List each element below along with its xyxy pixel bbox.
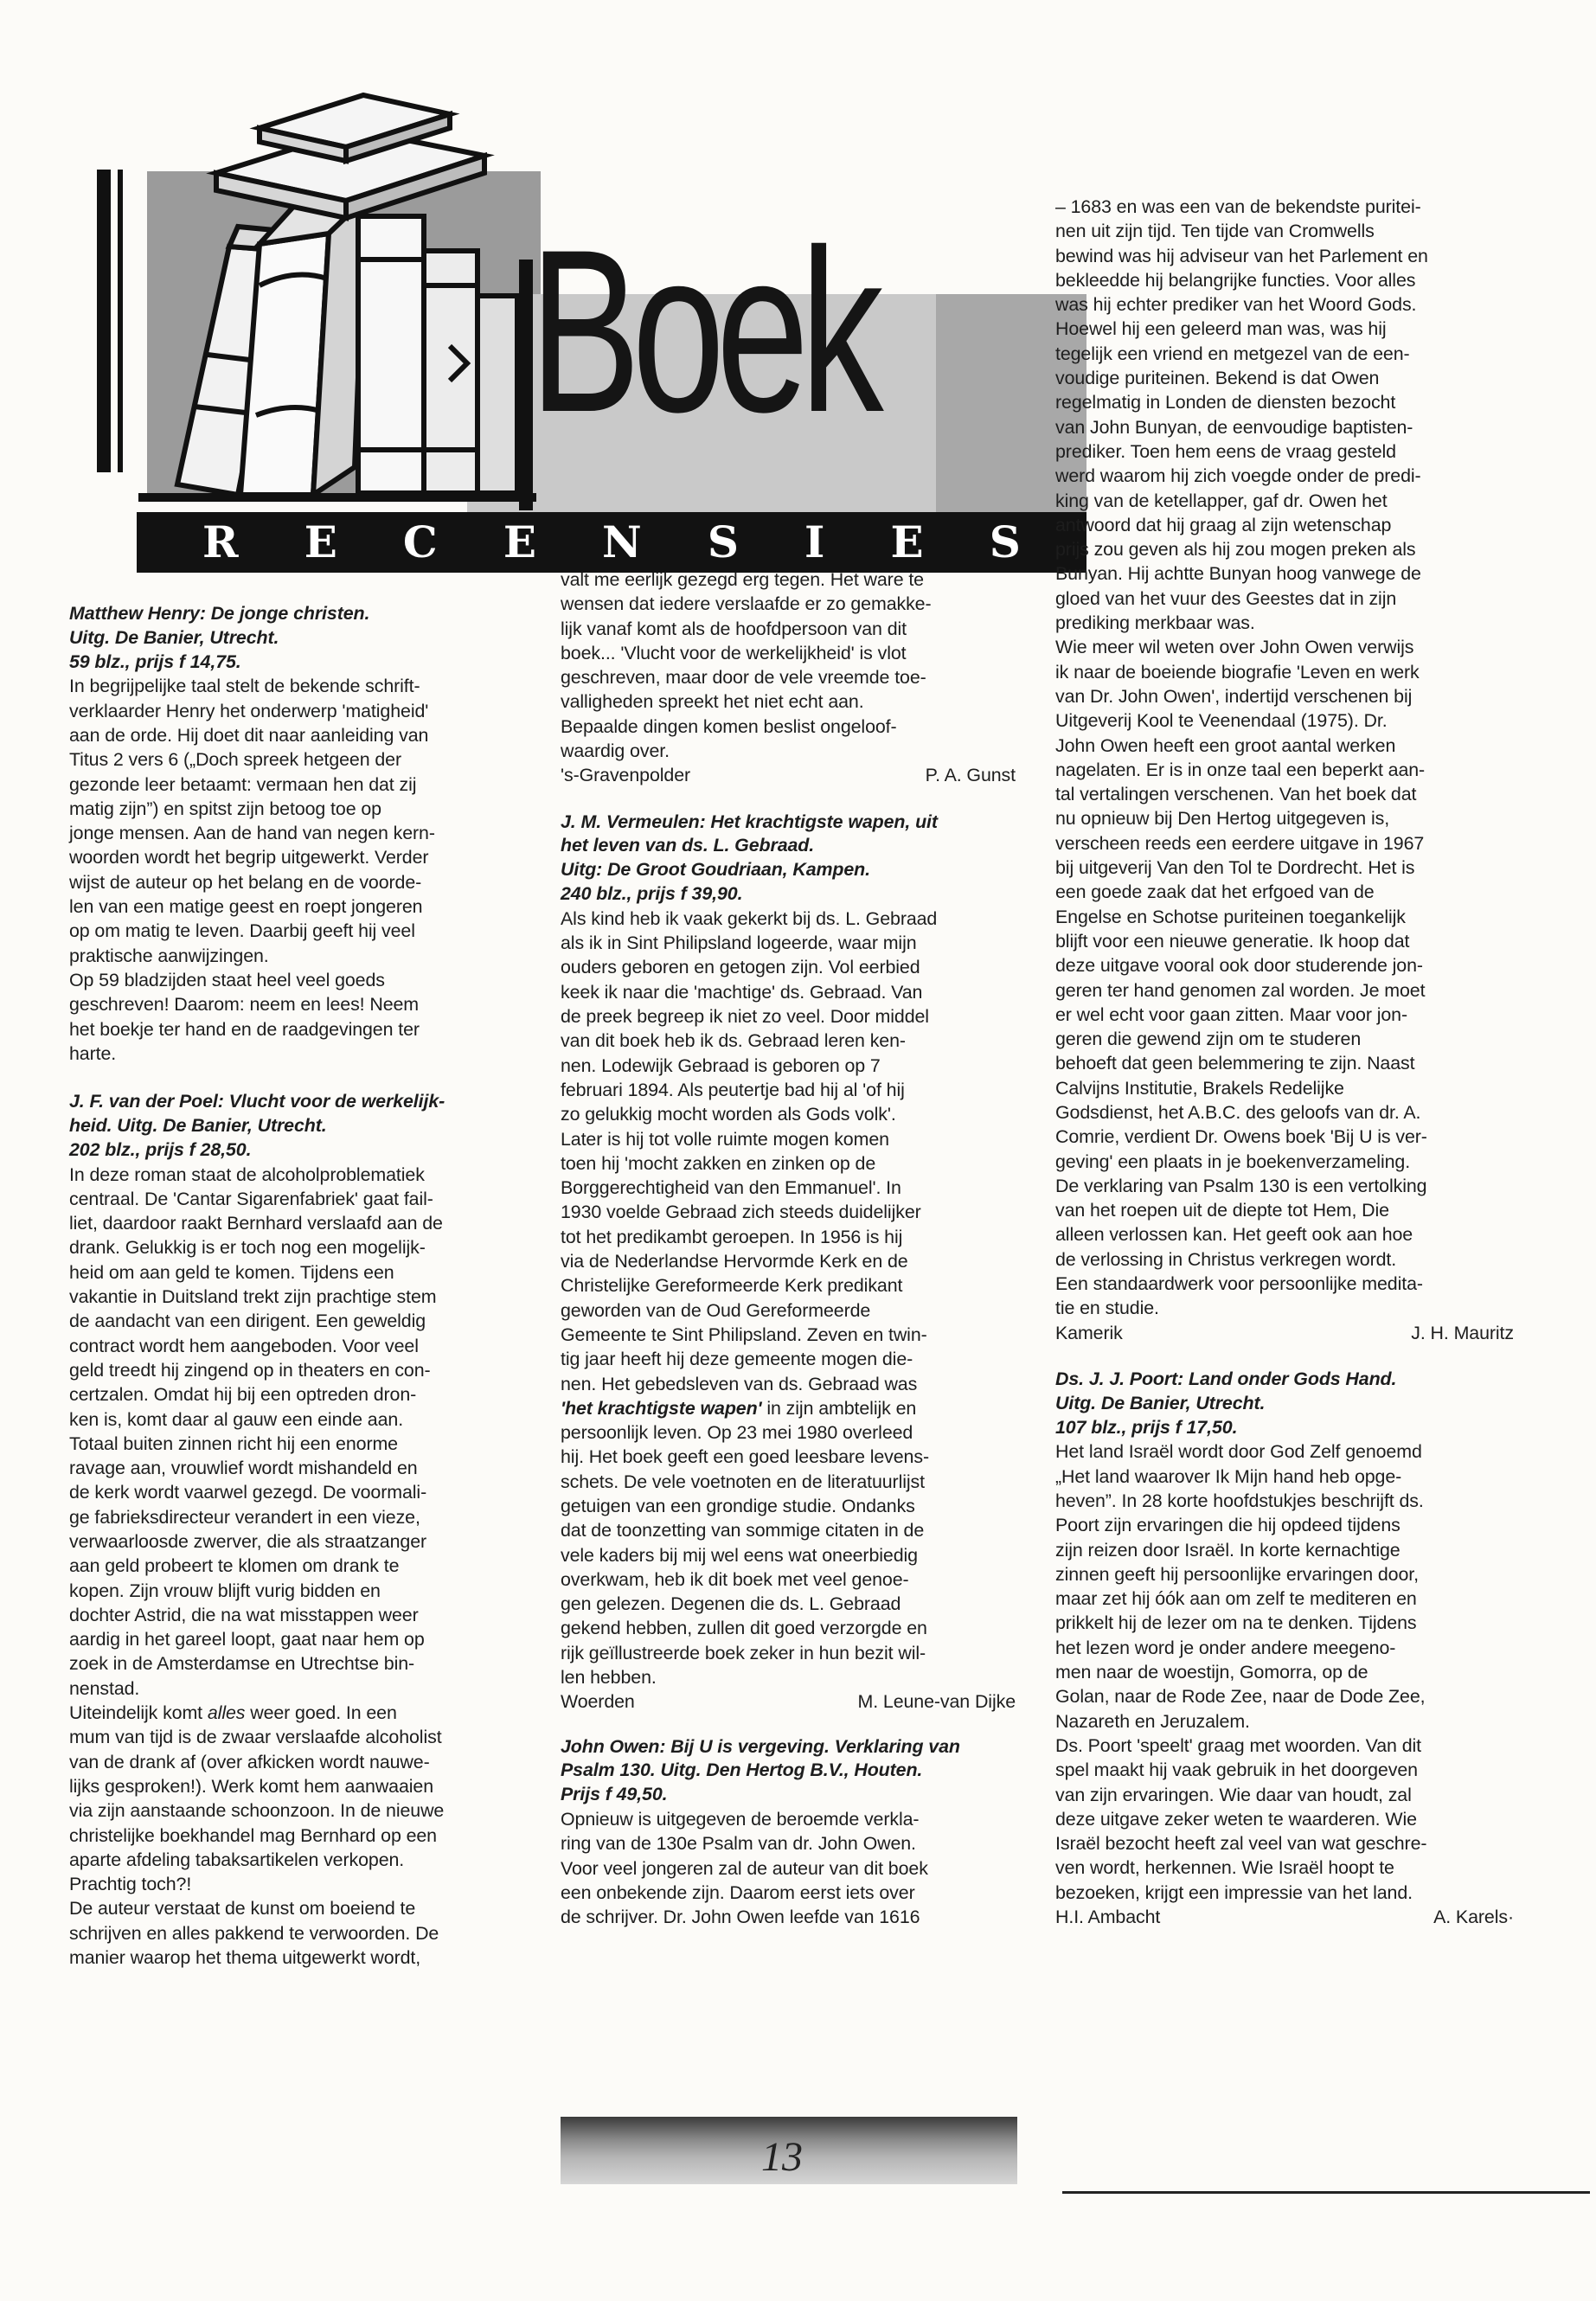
body-line: Uitgeverij Kool te Veenendaal (1975). Dr. <box>1055 710 1388 732</box>
body-line: gloed van het vuur des Geestes dat in zijn <box>1055 587 1397 609</box>
body-line: harte. <box>69 1042 117 1064</box>
body-line: aardig in het gareel loopt, gaat naar hem op <box>69 1629 425 1650</box>
body-line: als ik in Sint Philipsland logeerde, waar mijn <box>561 933 917 954</box>
body-line: ken is, komt daar al gauw een einde aan. <box>69 1408 404 1430</box>
heading-line: het leven van ds. L. Gebraad. <box>561 835 815 856</box>
emphasis: 'het krachtigste wapen' <box>561 1397 762 1419</box>
heading-line: 202 blz., prijs f 28,50. <box>69 1138 252 1160</box>
body-line: Ds. Poort 'speelt' graag met woorden. Van dit <box>1055 1734 1421 1756</box>
body-line: centraal. De 'Cantar Sigarenfabriek' gaat fail- <box>69 1188 433 1209</box>
review-vermeulen <box>561 811 1016 1715</box>
body-line: woorden wordt het begrip uitgewerkt. Verder <box>69 847 429 868</box>
body-line: tegelijk een vriend en metgezel van de een- <box>1055 343 1410 364</box>
body-line: van het roepen uit de diepte tot Hem, Die <box>1055 1200 1389 1221</box>
body-line: Poort zijn ervaringen die hij opdeed tijdens <box>1055 1515 1401 1536</box>
body-line: Christelijke Gereformeerde Kerk predikant <box>561 1275 903 1297</box>
body-line: Bepaalde dingen komen beslist ongeloof- <box>561 715 897 737</box>
banner-letter: R <box>202 516 239 567</box>
body-line: Hoewel hij een geleerd man was, was hij <box>1055 318 1387 340</box>
body-line: bezoeken, krijgt een impressie van het land. <box>1055 1881 1413 1903</box>
review-body <box>561 1420 1016 1689</box>
review-body <box>561 907 1016 1396</box>
body-line: van de drank af (over afkicken wordt nauwe- <box>69 1751 430 1772</box>
body-line: geschreven! Daarom: neem en lees! Neem <box>69 994 420 1016</box>
body-line: zo gelukkig mocht worden als Gods volk'. <box>561 1104 896 1125</box>
body-line: In deze roman staat de alcoholproblematiek <box>69 1163 425 1185</box>
body-line: prikkelt hij de lezer om na te denken. Tijdens <box>1055 1612 1417 1634</box>
body-line: certzalen. Omdat hij bij een optreden dron- <box>69 1384 417 1406</box>
column-left <box>69 602 526 1994</box>
banner-letter: S <box>989 516 1021 567</box>
body-line: Golan, naar de Rode Zee, naar de Dode Zee, <box>1055 1686 1426 1708</box>
body-line: Gemeente te Sint Philipsland. Zeven en twin- <box>561 1324 927 1345</box>
body-line: Op 59 bladzijden staat heel veel goeds <box>69 969 385 990</box>
body-line: nen. Lodewijk Gebraad is geboren op 7 <box>561 1054 881 1076</box>
review-body <box>1055 1439 1514 1905</box>
footer-rule <box>1062 2191 1590 2194</box>
body-line: Calvijns Institutie, Brakels Redelijke <box>1055 1077 1344 1099</box>
body-line: king van de ketellapper, gaf dr. Owen het <box>1055 490 1388 511</box>
body-line: bewind was hij adviseur van het Parlement en <box>1055 245 1428 266</box>
heading-line: Uitg. De Banier, Utrecht. <box>1055 1392 1266 1413</box>
body-line: rijk geïllustreerde boek zeker in hun bezit wil- <box>561 1642 926 1663</box>
body-line: de verlossing in Christus verkregen wordt. <box>1055 1248 1397 1270</box>
body-line: schets. De vele voetnoten en de literatuurlijst <box>561 1471 925 1492</box>
body-line: verwaarloosde zwerver, die als straatzanger <box>69 1530 427 1552</box>
body-line: drank. Gelukkig is er toch nog een mogelijk- <box>69 1237 426 1259</box>
body-line: gekend hebben, zullen dit goed verzorgde en <box>561 1618 927 1639</box>
body-line: maar zet hij óók aan om zelf te mediteren en <box>1055 1588 1417 1610</box>
body-line: aan geld probeert te klomen om drank te <box>69 1555 400 1577</box>
body-line: van John Bunyan, de eenvoudige baptisten- <box>1055 416 1413 438</box>
review-body <box>69 674 526 1066</box>
body-line: schrijven en alles pakkend te verwoorden. De <box>69 1922 439 1944</box>
body-line: Comrie, verdient Dr. Owens boek 'Bij U is ver- <box>1055 1126 1427 1148</box>
body-line: nen. Het gebedsleven van ds. Gebraad was <box>561 1373 918 1394</box>
body-line: men naar de woestijn, Gomorra, op de <box>1055 1662 1368 1683</box>
body-line: geschreven, maar door de vele vreemde toe- <box>561 667 926 689</box>
review-body <box>561 1807 1016 1929</box>
review-signature <box>561 1689 1016 1714</box>
body-line: geren ter hand genomen zal worden. Je moet <box>1055 979 1426 1001</box>
body-line: getuigen van een grondige studie. Ondanks <box>561 1495 915 1516</box>
recensies-banner <box>137 512 1086 573</box>
heading-line: 240 blz., prijs f 39,90. <box>561 883 743 905</box>
body-line: Het land Israël wordt door God Zelf genoemd <box>1055 1441 1422 1463</box>
body-line: blijft voor een nieuwe generatie. Ik hoop dat <box>1055 930 1410 952</box>
body-line: tig jaar heeft hij deze gemeente mogen die- <box>561 1349 913 1370</box>
body-line: geving' een plaats in je boekenverzameling. <box>1055 1150 1411 1172</box>
body-line: Opnieuw is uitgegeven de beroemde verkla- <box>561 1809 920 1830</box>
body-line: manier waarop het thema uitgewerkt wordt, <box>69 1947 421 1969</box>
banner-letter: C <box>402 516 438 567</box>
heading-line: Prijs f 49,50. <box>561 1784 668 1805</box>
body-line <box>561 1396 1016 1420</box>
body-line: vakantie in Duitsland trekt zijn prachtige stem <box>69 1286 437 1308</box>
body-line: Bunyan. Hij achtte Bunyan hoog vanwege de <box>1055 563 1421 585</box>
review-body <box>1055 195 1514 1321</box>
body-line: was hij echter prediker van het Woord Gods. <box>1055 294 1417 316</box>
body-line: geren die gewend zijn om te studeren <box>1055 1029 1362 1050</box>
body-line: de kerk wordt vaarwel gezegd. De voormali- <box>69 1482 427 1503</box>
reviewer-name: A. Karels· <box>1433 1906 1514 1927</box>
body-line: Totaal buiten zinnen richt hij een enorme <box>69 1433 398 1454</box>
body-line: valt me eerlijk gezegd erg tegen. Het ware te <box>561 569 924 590</box>
heading-line: 59 blz., prijs f 14,75. <box>69 651 241 672</box>
body-line: ge fabrieksdirecteur verandert in een vieze, <box>69 1506 420 1528</box>
review-owen-continued <box>1055 195 1514 1345</box>
body-line: prijs zou geven als hij zou mogen preken als <box>1055 539 1416 561</box>
heading-line: John Owen: Bij U is vergeving. Verklaring van <box>561 1735 960 1757</box>
body-line: gen gelezen. Degenen die ds. L. Gebraad <box>561 1593 901 1615</box>
body-line: een onbekende zijn. Daarom eerst iets over <box>561 1881 915 1903</box>
banner-letter: E <box>503 516 536 567</box>
body-line: geld treedt hij zingend op in theaters en con- <box>69 1359 431 1381</box>
body-line: liet, daardoor raakt Bernhard verslaafd aan de <box>69 1213 443 1234</box>
body-line: via de Nederlandse Hervormde Kerk en de <box>561 1251 908 1272</box>
heading-line: Ds. J. J. Poort: Land onder Gods Hand. <box>1055 1368 1397 1389</box>
body-line: 1930 voelde Gebraad zich steeds duidelijker <box>561 1202 921 1223</box>
body-line: februari 1894. Als peutertje bad hij al 'of hij <box>561 1079 905 1100</box>
body-line: bij uitgeverij Van den Tol te Dordrecht. Het is <box>1055 857 1415 879</box>
body-line: ring van de 130e Psalm van dr. John Owen. <box>561 1833 916 1855</box>
body-line: van zijn ervaringen. Wie daar van houdt, zal <box>1055 1784 1412 1805</box>
body-line: de schrijver. Dr. John Owen leefde van 1616 <box>561 1907 920 1928</box>
body-line: de preek begreep ik niet zo veel. Door middel <box>561 1006 929 1028</box>
body-line: bekleedde hij belangrijke functies. Voor alles <box>1055 269 1416 291</box>
body-line: zijn reizen door Israël. In korte kernachtige <box>1055 1539 1401 1561</box>
body-line: op om matig te leven. Daarbij geeft hij veel <box>69 920 415 942</box>
body-line: heid om aan geld te komen. Tijdens een <box>69 1261 394 1283</box>
body-line: het lezen word je onder andere meegeno- <box>1055 1637 1396 1658</box>
banner-letter: E <box>890 516 924 567</box>
body-line: dochter Astrid, die na wat misstappen weer <box>69 1604 419 1625</box>
body-line: er wel echt voor gaan zitten. Maar voor jon- <box>1055 1003 1407 1025</box>
body-line: len hebben. <box>561 1667 657 1689</box>
review-heading <box>561 811 1016 907</box>
review-owen <box>561 1735 1016 1930</box>
body-line: waardig over. <box>561 740 670 762</box>
body-line: toen hij 'mocht zakken en zinken op de <box>561 1152 876 1174</box>
body-line: zinnen geeft hij persoonlijke ervaringen door, <box>1055 1563 1419 1585</box>
body-line: Wie meer wil weten over John Owen verwijs <box>1055 637 1414 658</box>
body-line: tot het predikambt geroepen. In 1956 is hij <box>561 1226 903 1247</box>
review-body <box>561 567 1016 763</box>
review-signature <box>1055 1321 1514 1345</box>
header-left-bar <box>97 170 111 472</box>
body-line: werd waarom hij zich voegde onder de predi- <box>1055 465 1421 487</box>
section-title: Boek <box>529 201 875 460</box>
body-line: Israël bezocht heeft zal veel van wat geschre- <box>1055 1833 1427 1855</box>
body-line: valligheden spreekt het niet echt aan. <box>561 691 864 713</box>
heading-line: J. F. van der Poel: Vlucht voor de werkelijk- <box>69 1091 445 1112</box>
body-line: Titus 2 vers 6 („Doch spreek hetgeen der <box>69 749 401 771</box>
body-line: De auteur verstaat de kunst om boeiend te <box>69 1898 416 1920</box>
body-line: prediker. Toen hem eens de vraag gesteld <box>1055 440 1396 462</box>
body-line: Prachtig toch?! <box>69 1874 192 1895</box>
body-line: regelmatig in Londen de diensten bezocht <box>1055 392 1396 413</box>
body-line: verscheen reeds een eerdere uitgave in 1967 <box>1055 832 1425 854</box>
body-line: ven wordt, herkennen. Wie Israël hoopt te <box>1055 1857 1394 1879</box>
reviewer-place: Kamerik <box>1055 1322 1123 1343</box>
body-line: Engelse en Schotse puriteinen toegankelijk <box>1055 906 1406 927</box>
body-line: antwoord dat hij graag al zijn wetenschap <box>1055 514 1392 535</box>
reviewer-place: H.I. Ambacht <box>1055 1906 1161 1927</box>
body-line: van Dr. John Owen', indertijd verschenen bij <box>1055 685 1413 707</box>
body-line: gezonde leer betaamt: vermaan hen dat zij <box>69 773 417 795</box>
body-line: via zijn aanstaande schoonzoon. In de nieuwe <box>69 1800 445 1822</box>
reviewer-place: 's-Gravenpolder <box>561 765 691 786</box>
body-line: persoonlijk leven. Op 23 mei 1980 overleed <box>561 1422 913 1444</box>
body-line: – 1683 en was een van de bekendste puritei- <box>1055 196 1421 217</box>
body-line <box>69 1701 526 1725</box>
review-body <box>69 1725 526 1970</box>
body-line: vele kaders bij mij wel eens wat oneerbiedig <box>561 1544 918 1566</box>
review-body <box>69 1163 526 1702</box>
body-line: aan de orde. Hij doet dit naar aanleiding van <box>69 724 429 746</box>
review-heading <box>69 602 526 674</box>
body-line: lijk vanaf komt als de hoofdpersoon van dit <box>561 618 907 639</box>
body-line: tie en studie. <box>1055 1298 1159 1319</box>
body-line: contract wordt hem aangeboden. Voor veel <box>69 1335 419 1356</box>
shelf-line <box>138 493 536 502</box>
body-line: hij. Het boek geeft een goed leesbare levens- <box>561 1446 929 1468</box>
text-run: Uiteindelijk komt <box>69 1702 208 1724</box>
body-line: In begrijpelijke taal stelt de bekende schrift- <box>69 676 420 697</box>
body-line: praktische aanwijzingen. <box>69 945 269 966</box>
body-line: ik naar de boeiende biografie 'Leven en werk <box>1055 661 1420 683</box>
body-line: Later is hij tot volle ruimte mogen komen <box>561 1128 889 1150</box>
reviewer-place: Woerden <box>561 1691 635 1713</box>
heading-line: 107 blz., prijs f 17,50. <box>1055 1416 1238 1438</box>
body-line: boek... 'Vlucht voor de werkelijkheid' is vlot <box>561 642 907 663</box>
review-signature <box>1055 1905 1514 1929</box>
review-van-der-poel <box>69 1090 526 1970</box>
heading-line: Psalm 130. Uitg. Den Hertog B.V., Houten. <box>561 1759 923 1781</box>
body-line: prediking merkbaar was. <box>1055 612 1255 634</box>
heading-line: Uitg. De Banier, Utrecht. <box>69 626 279 648</box>
body-line: overkwam, heb ik dit boek met veel genoe- <box>561 1568 909 1590</box>
book-tall-icon <box>240 199 365 495</box>
page-number: 13 <box>761 2134 803 2180</box>
banner-letter: N <box>602 516 642 567</box>
column-middle <box>561 567 1016 1954</box>
emphasis: alles <box>207 1702 246 1724</box>
body-line: nu opnieuw bij Den Hertog uitgegeven is, <box>1055 808 1390 830</box>
review-heading <box>561 1735 1016 1807</box>
column-right <box>1055 195 1514 1953</box>
body-line: van dit boek heb ik ds. Gebraad leren ken- <box>561 1030 906 1052</box>
body-line: aparte afdeling tabaksartikelen verkopen. <box>69 1849 405 1870</box>
body-line: nen uit zijn tijd. Ten tijde van Cromwells <box>1055 221 1375 242</box>
body-line: deze uitgave zeker weten te waarderen. Wie <box>1055 1808 1417 1830</box>
review-heading <box>69 1090 526 1162</box>
body-line: Voor veel jongeren zal de auteur van dit boek <box>561 1857 928 1879</box>
reviewer-name: J. H. Mauritz <box>1411 1322 1514 1343</box>
review-poort <box>1055 1368 1514 1929</box>
body-line: matig zijn”) en spitst zijn betoog toe op <box>69 798 381 819</box>
body-line: christelijke boekhandel mag Bernhard op een <box>69 1824 437 1846</box>
review-signature <box>561 763 1016 787</box>
body-line: spel maakt hij vaak gebruik in het doorgeven <box>1055 1759 1418 1781</box>
banner-letter: S <box>707 516 739 567</box>
heading-line: J. M. Vermeulen: Het krachtigste wapen, uit <box>561 811 938 832</box>
body-line: John Owen heeft een groot aantal werken <box>1055 734 1396 756</box>
heading-line: Uitg: De Groot Goudriaan, Kampen. <box>561 859 870 881</box>
body-line: Borggerechtigheid van den Emmanuel'. In <box>561 1177 901 1199</box>
body-line: dat de toonzetting van sommige citaten in de <box>561 1520 925 1541</box>
body-line: zoek in de Amsterdamse en Utrechtse bin- <box>69 1653 415 1675</box>
reviewer-name: M. Leune-van Dijke <box>857 1691 1016 1713</box>
body-line: wensen dat iedere verslaafde er zo gemakke- <box>561 593 932 615</box>
body-line: „Het land waarover Ik Mijn hand heb opge- <box>1055 1465 1402 1487</box>
reviewer-name: P. A. Gunst <box>925 765 1016 786</box>
body-line: lijks gesproken!). Werk komt hem aanwaaien <box>69 1775 434 1797</box>
body-line: De verklaring van Psalm 130 is een vertolking <box>1055 1175 1427 1196</box>
body-line: behoeft dat geen belemmering te zijn. Naast <box>1055 1053 1415 1074</box>
body-line: Godsdienst, het A.B.C. des geloofs van dr. A. <box>1055 1101 1421 1123</box>
heading-line: heid. Uitg. De Banier, Utrecht. <box>69 1114 327 1136</box>
banner-letter: I <box>804 516 825 567</box>
body-line: jonge mensen. Aan de hand van negen kern- <box>69 823 435 844</box>
header-left-bar-thin <box>118 170 123 472</box>
text-run: in zijn ambtelijk en <box>761 1397 917 1419</box>
text-run: weer goed. In een <box>245 1702 397 1724</box>
heading-line: Matthew Henry: De jonge christen. <box>69 603 370 624</box>
body-line: het boekje ter hand en de raadgevingen ter <box>69 1018 420 1040</box>
body-line: Een standaardwerk voor persoonlijke medita- <box>1055 1273 1423 1295</box>
review-henry <box>69 602 526 1066</box>
body-line: alleen verlossen kan. Het geeft ook aan hoe <box>1055 1224 1413 1246</box>
body-line: keek ik naar die 'machtige' ds. Gebraad. Van <box>561 981 923 1003</box>
body-line: mum van tijd is de zwaar verslaafde alcoholist <box>69 1727 442 1748</box>
body-line: een goede zaak dat het erfgoed van de <box>1055 881 1375 903</box>
body-line: geworden van de Oud Gereformeerde <box>561 1299 871 1321</box>
body-line: Als kind heb ik vaak gekerkt bij ds. L. Gebraad <box>561 907 938 929</box>
body-line: de aandacht van een dirigent. Een geweldig <box>69 1311 426 1332</box>
banner-letter: E <box>304 516 337 567</box>
body-line: nagelaten. Er is in onze taal een beperkt aan- <box>1055 759 1426 780</box>
body-line: Nazareth en Jeruzalem. <box>1055 1710 1250 1732</box>
body-line: verklaarder Henry het onderwerp 'matigheid' <box>69 700 429 721</box>
body-line: ravage aan, vrouwlief wordt mishandeld en <box>69 1458 418 1479</box>
body-line: wijst de auteur op het belang en de voorde- <box>69 871 422 893</box>
body-line: kopen. Zijn vrouw blijft vurig bidden en <box>69 1580 381 1601</box>
review-heading <box>1055 1368 1514 1439</box>
body-line: nenstad. <box>69 1677 140 1699</box>
review-van-der-poel-continued <box>561 567 1016 788</box>
body-line: deze uitgave vooral ook door studerende jon- <box>1055 955 1423 977</box>
body-line: heven”. In 28 korte hoofdstukjes beschrijft ds. <box>1055 1490 1424 1511</box>
body-line: ouders geboren en getogen zijn. Vol eerbied <box>561 957 920 978</box>
body-line: voudige puriteinen. Bekend is dat Owen <box>1055 368 1380 389</box>
body-line: tal vertalingen verschenen. Van het boek dat <box>1055 784 1417 805</box>
body-line: len van een matige geest en roept jongeren <box>69 896 423 918</box>
